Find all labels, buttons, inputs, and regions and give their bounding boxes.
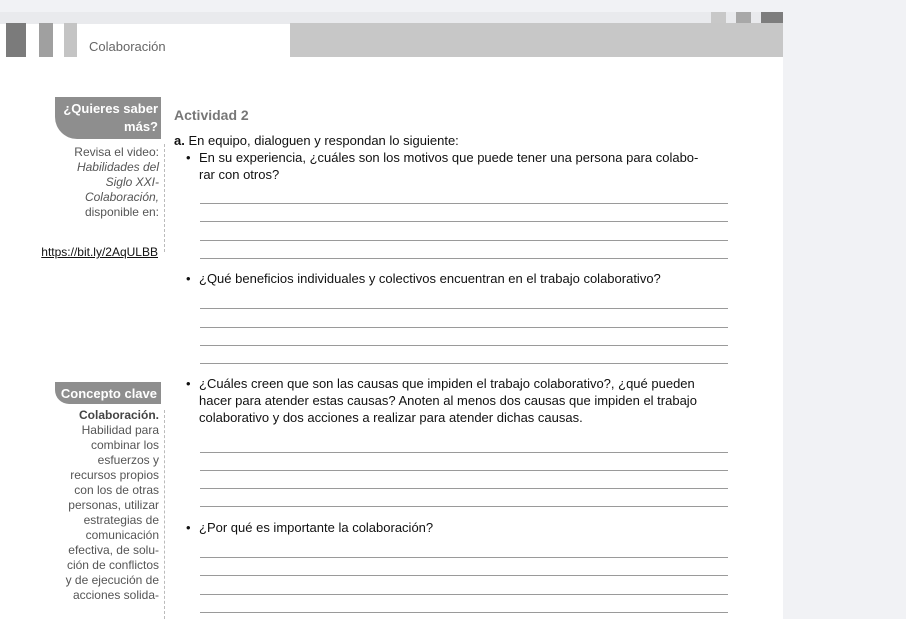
more-tab-line: ¿Quieres saber	[63, 101, 158, 116]
video-link[interactable]: https://bit.ly/2AqULBB	[41, 245, 158, 259]
question-3: • ¿Cuáles creen que son las causas que impiden el trabajo colaborativo?, ¿qué pueden hacer para atender estas causas? Anoten al menos dos causas que impiden el trabajo colaborativo y dos acciones a realizar para atender dichas causas.	[186, 375, 732, 426]
concept-line: estrategias de	[83, 513, 159, 527]
answer-line[interactable]	[200, 221, 728, 222]
answer-line[interactable]	[200, 557, 728, 558]
sidebar-divider	[164, 410, 165, 619]
concept-line: esfuerzos y	[97, 453, 159, 467]
prompt-text: En equipo, dialoguen y respondan lo siguiente:	[188, 133, 459, 148]
more-info-tab	[55, 97, 161, 139]
answer-line[interactable]	[200, 612, 728, 613]
answer-line[interactable]	[200, 452, 728, 453]
video-title-line: Colaboración,	[84, 190, 159, 204]
more-tab-line: más?	[124, 119, 158, 134]
header-bar	[290, 23, 783, 57]
concept-line: personas, utilizar	[68, 498, 159, 512]
concept-definition	[0, 408, 159, 603]
question-line: hacer para atender estas causas? Anoten al menos dos causas que impiden el trabajo	[199, 393, 697, 408]
concept-line: combinar los	[90, 438, 159, 452]
question-1: • En su experiencia, ¿cuáles son los motivos que puede tener una persona para colabo- rar con otros?	[186, 149, 732, 183]
sidebar-divider	[164, 144, 165, 252]
header-square	[6, 23, 26, 57]
question-line: ¿Cuáles creen que son las causas que impiden el trabajo colaborativo?, ¿qué pueden	[199, 376, 695, 391]
question-line: ¿Qué beneficios individuales y colectivos encuentran en el trabajo colaborativo?	[199, 271, 661, 286]
answer-line[interactable]	[200, 258, 728, 259]
video-title-line: Siglo XXI-	[105, 175, 159, 189]
activity-title: Actividad 2	[174, 107, 249, 123]
answer-line[interactable]	[200, 308, 728, 309]
concept-line: ción de conflictos	[66, 558, 159, 572]
question-line: colaborativo y dos acciones a realizar para atender dichas causas.	[199, 410, 583, 425]
video-intro: Revisa el video:	[74, 145, 159, 159]
activity-prompt	[174, 133, 459, 148]
section-label: Colaboración	[89, 39, 166, 54]
concept-line: con los de otras	[74, 483, 159, 497]
answer-line[interactable]	[200, 594, 728, 595]
answer-line[interactable]	[200, 470, 728, 471]
concept-line: y de ejecución de	[65, 573, 159, 587]
concept-line: recursos propios	[70, 468, 159, 482]
answer-line[interactable]	[200, 506, 728, 507]
answer-line[interactable]	[200, 327, 728, 328]
answer-line[interactable]	[200, 575, 728, 576]
question-line: En su experiencia, ¿cuáles son los motivos que puede tener una persona para colabo-	[199, 150, 699, 165]
video-available: disponible en:	[84, 205, 159, 219]
document-page	[0, 12, 783, 619]
video-note	[0, 145, 159, 220]
question-line: rar con otros?	[199, 167, 280, 182]
answer-line[interactable]	[200, 345, 728, 346]
header-square	[64, 23, 77, 57]
answer-line[interactable]	[200, 488, 728, 489]
answer-line[interactable]	[200, 203, 728, 204]
concept-line: acciones solida-	[72, 588, 159, 602]
header-square	[39, 23, 53, 57]
concept-term: Colaboración.	[78, 408, 159, 422]
answer-line[interactable]	[200, 363, 728, 364]
video-title-line: Habilidades del	[76, 160, 159, 174]
question-2: • ¿Qué beneficios individuales y colectivos encuentran en el trabajo colaborativo?	[186, 270, 732, 287]
concept-tab: Concepto clave	[55, 382, 161, 404]
concept-line: efectiva, de solu-	[68, 543, 159, 557]
concept-line: comunicación	[85, 528, 159, 542]
answer-line[interactable]	[200, 240, 728, 241]
concept-line: Habilidad para	[81, 423, 159, 437]
question-4: • ¿Por qué es importante la colaboración?	[186, 519, 732, 536]
question-line: ¿Por qué es importante la colaboración?	[199, 520, 434, 535]
prompt-letter: a.	[174, 133, 185, 148]
